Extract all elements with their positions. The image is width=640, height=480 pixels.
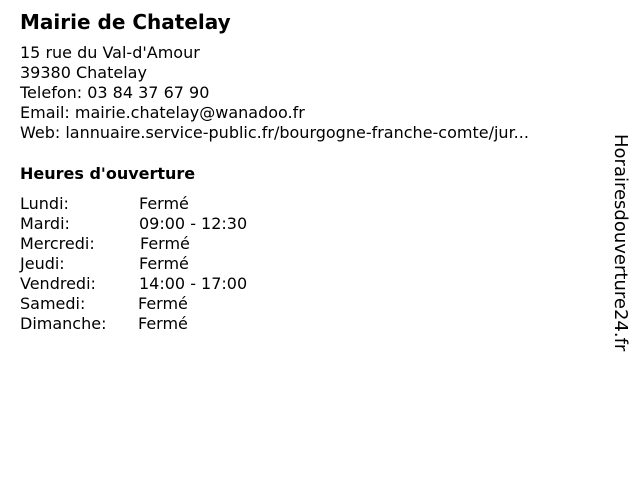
- day-label: Dimanche:: [20, 314, 107, 333]
- hours-value: 14:00 - 17:00: [139, 274, 248, 293]
- address-line-1: 15 rue du Val-d'Amour: [20, 43, 200, 62]
- hours-value: 09:00 - 12:30: [139, 214, 248, 233]
- hours-value: Fermé: [140, 234, 190, 253]
- phone-number: Telefon: 03 84 37 67 90: [20, 83, 210, 102]
- opening-hours-heading: Heures d'ouverture: [20, 164, 196, 183]
- day-label: Lundi:: [20, 194, 69, 213]
- day-label: Vendredi:: [20, 274, 96, 293]
- day-label: Samedi:: [20, 294, 86, 313]
- business-name: Mairie de Chatelay: [20, 10, 231, 34]
- site-watermark: Horairesdouverture24.fr: [610, 134, 631, 352]
- day-label: Jeudi:: [20, 254, 65, 273]
- email-address: Email: mairie.chatelay@wanadoo.fr: [20, 103, 305, 122]
- hours-value: Fermé: [139, 254, 189, 273]
- hours-value: Fermé: [138, 294, 188, 313]
- hours-value: Fermé: [138, 314, 188, 333]
- day-label: Mercredi:: [20, 234, 95, 253]
- hours-value: Fermé: [139, 194, 189, 213]
- contact-info: [20, 43, 529, 143]
- address-line-2: 39380 Chatelay: [20, 63, 147, 82]
- day-label: Mardi:: [20, 214, 70, 233]
- website-link: Web: lannuaire.service-public.fr/bourgogne-franche-comte/jur...: [20, 123, 529, 142]
